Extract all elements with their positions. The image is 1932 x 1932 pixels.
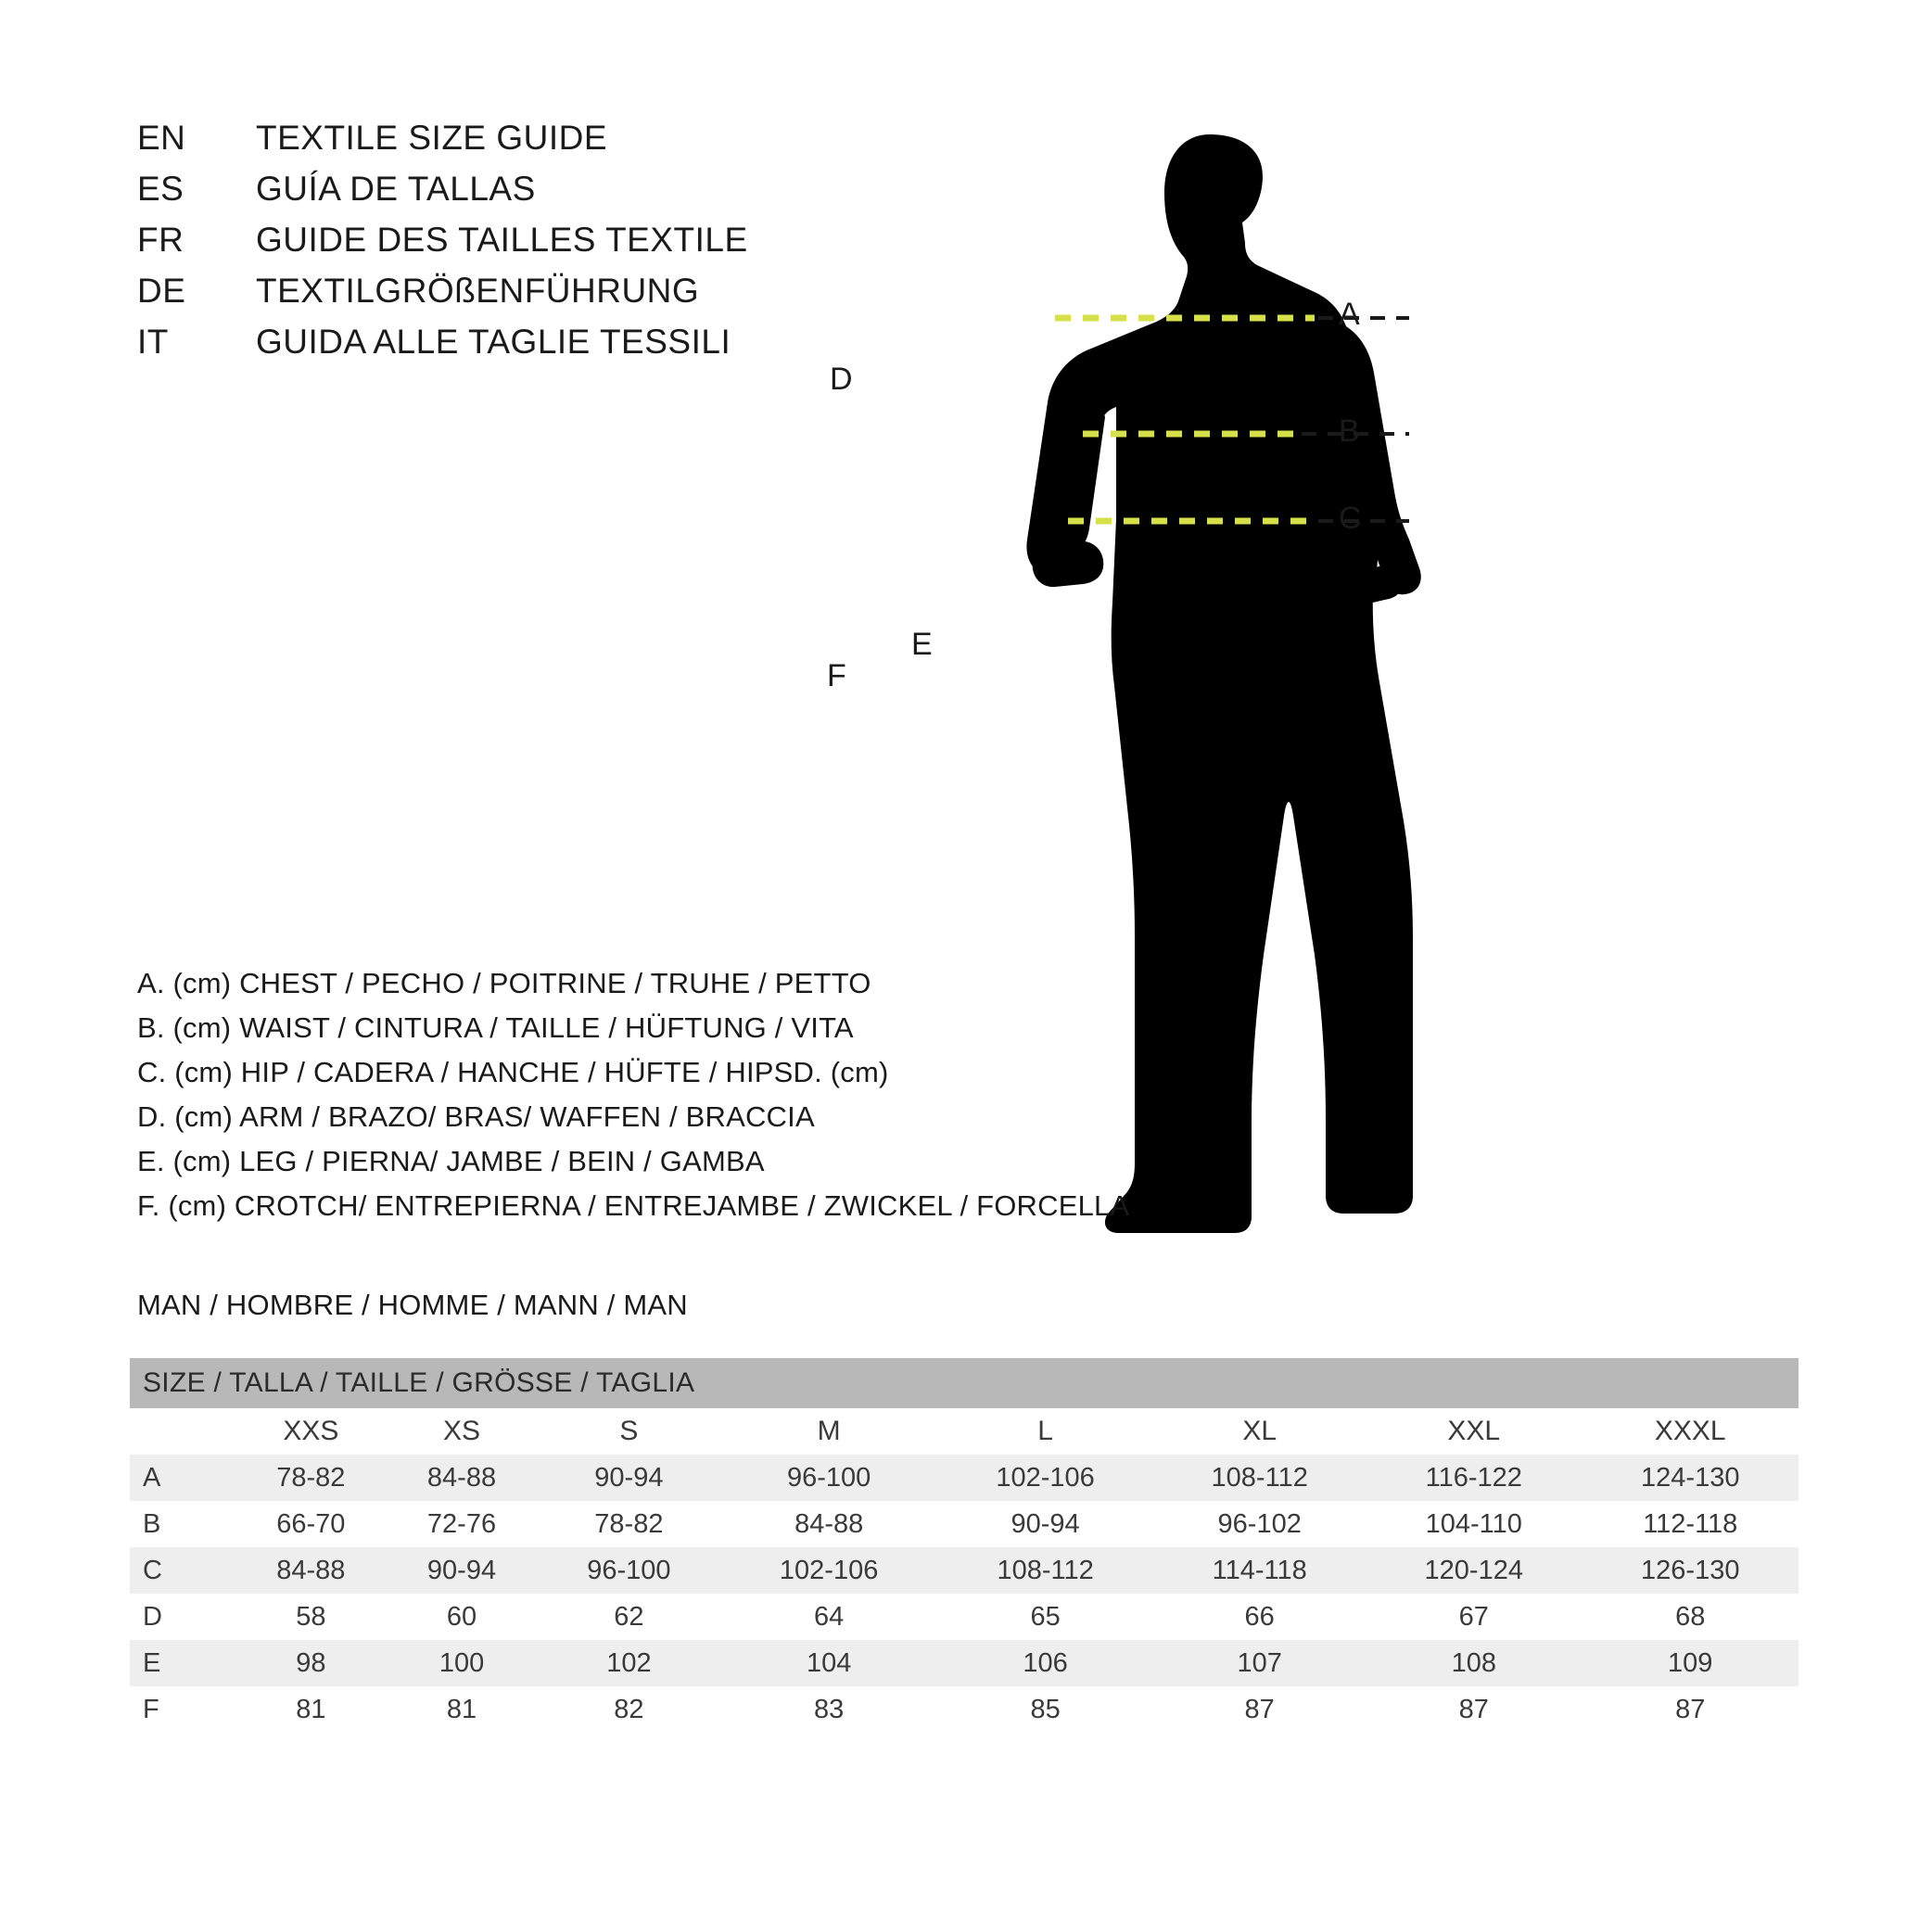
cell: 82 [537, 1686, 720, 1733]
cell: 104 [720, 1640, 936, 1686]
cell: 107 [1153, 1640, 1366, 1686]
table-row [130, 1594, 1799, 1640]
label-c: C [1339, 501, 1362, 536]
cell: 87 [1582, 1686, 1799, 1733]
label-a: A [1339, 297, 1360, 332]
row-label: E [130, 1640, 235, 1686]
cell: 108-112 [937, 1547, 1153, 1594]
cell: 83 [720, 1686, 936, 1733]
cell: 87 [1366, 1686, 1582, 1733]
title-row [137, 170, 748, 221]
row-label: D [130, 1594, 235, 1640]
cell: 112-118 [1582, 1501, 1799, 1547]
language-title: TEXTILE SIZE GUIDE [256, 119, 608, 157]
title-row [137, 119, 748, 170]
cell: 62 [537, 1594, 720, 1640]
size-header-xxxl: XXXL [1582, 1408, 1799, 1455]
table-header-band [130, 1358, 1799, 1408]
size-header-xs: XS [387, 1408, 538, 1455]
size-header-xxs: XXS [235, 1408, 387, 1455]
body-measurement-diagram [827, 83, 1873, 1307]
language-title: GUIDE DES TAILLES TEXTILE [256, 221, 748, 259]
table-row [130, 1686, 1799, 1733]
cell: 65 [937, 1594, 1153, 1640]
cell: 90-94 [387, 1547, 538, 1594]
size-header-s: S [537, 1408, 720, 1455]
cell: 67 [1366, 1594, 1582, 1640]
cell: 106 [937, 1640, 1153, 1686]
language-code: DE [137, 272, 186, 310]
cell: 58 [235, 1594, 387, 1640]
language-code: FR [137, 221, 184, 259]
table-row [130, 1501, 1799, 1547]
title-row [137, 221, 748, 272]
language-code: ES [137, 170, 184, 208]
label-e: E [911, 627, 933, 662]
size-header-m: M [720, 1408, 936, 1455]
cell: 96-100 [720, 1455, 936, 1501]
legend-item-f: F. (cm) CROTCH/ ENTREPIERNA / ENTREJAMBE / ZWICKEL / FORCELLA [137, 1189, 1130, 1222]
cell: 116-122 [1366, 1455, 1582, 1501]
table-size-row [130, 1408, 1799, 1455]
cell: 78-82 [537, 1501, 720, 1547]
language-title: GUIDA ALLE TAGLIE TESSILI [256, 323, 731, 361]
title-row [137, 323, 748, 374]
cell: 68 [1582, 1594, 1799, 1640]
language-title: GUÍA DE TALLAS [256, 170, 536, 208]
title-language-block [137, 119, 748, 374]
label-d: D [830, 362, 853, 397]
cell: 100 [387, 1640, 538, 1686]
cell: 87 [1153, 1686, 1366, 1733]
cell: 81 [235, 1686, 387, 1733]
row-label: C [130, 1547, 235, 1594]
table-row [130, 1455, 1799, 1501]
cell: 124-130 [1582, 1455, 1799, 1501]
row-label: F [130, 1686, 235, 1733]
size-band-label: SIZE / TALLA / TAILLE / GRÖSSE / TAGLIA [130, 1358, 1799, 1408]
table-row [130, 1640, 1799, 1686]
cell: 81 [387, 1686, 538, 1733]
cell: 84-88 [720, 1501, 936, 1547]
figure-svg [1020, 83, 1873, 1307]
language-code: EN [137, 119, 186, 157]
legend-item-b: B. (cm) WAIST / CINTURA / TAILLE / HÜFTUNG / VITA [137, 1011, 854, 1044]
language-code: IT [137, 323, 169, 361]
cell: 114-118 [1153, 1547, 1366, 1594]
cell: 102-106 [937, 1455, 1153, 1501]
cell: 90-94 [937, 1501, 1153, 1547]
cell: 108-112 [1153, 1455, 1366, 1501]
cell: 96-102 [1153, 1501, 1366, 1547]
cell: 84-88 [235, 1547, 387, 1594]
cell: 78-82 [235, 1455, 387, 1501]
cell: 108 [1366, 1640, 1582, 1686]
language-title: TEXTILGRÖßENFÜHRUNG [256, 272, 700, 310]
cell: 126-130 [1582, 1547, 1799, 1594]
title-row [137, 272, 748, 323]
corner-cell [130, 1408, 235, 1455]
cell: 120-124 [1366, 1547, 1582, 1594]
size-header-xl: XL [1153, 1408, 1366, 1455]
legend-item-a: A. (cm) CHEST / PECHO / POITRINE / TRUHE / PETTO [137, 967, 871, 999]
measurement-legend [137, 967, 1129, 1234]
cell: 102-106 [720, 1547, 936, 1594]
row-label: A [130, 1455, 235, 1501]
label-b: B [1339, 413, 1360, 449]
cell: 64 [720, 1594, 936, 1640]
row-label: B [130, 1501, 235, 1547]
legend-item-d: D. (cm) ARM / BRAZO/ BRAS/ WAFFEN / BRACCIA [137, 1100, 815, 1133]
table-row [130, 1547, 1799, 1594]
cell: 90-94 [537, 1455, 720, 1501]
cell: 98 [235, 1640, 387, 1686]
cell: 60 [387, 1594, 538, 1640]
cell: 104-110 [1366, 1501, 1582, 1547]
gender-heading: MAN / HOMBRE / HOMME / MANN / MAN [137, 1289, 688, 1321]
cell: 84-88 [387, 1455, 538, 1501]
size-header-l: L [937, 1408, 1153, 1455]
legend-item-e: E. (cm) LEG / PIERNA/ JAMBE / BEIN / GAMBA [137, 1145, 765, 1177]
size-table [130, 1358, 1799, 1733]
cell: 66-70 [235, 1501, 387, 1547]
cell: 72-76 [387, 1501, 538, 1547]
legend-item-c: C. (cm) HIP / CADERA / HANCHE / HÜFTE / HIPSD. (cm) [137, 1056, 889, 1088]
cell: 96-100 [537, 1547, 720, 1594]
size-header-xxl: XXL [1366, 1408, 1582, 1455]
cell: 102 [537, 1640, 720, 1686]
cell: 109 [1582, 1640, 1799, 1686]
label-f: F [827, 658, 846, 693]
cell: 66 [1153, 1594, 1366, 1640]
cell: 85 [937, 1686, 1153, 1733]
